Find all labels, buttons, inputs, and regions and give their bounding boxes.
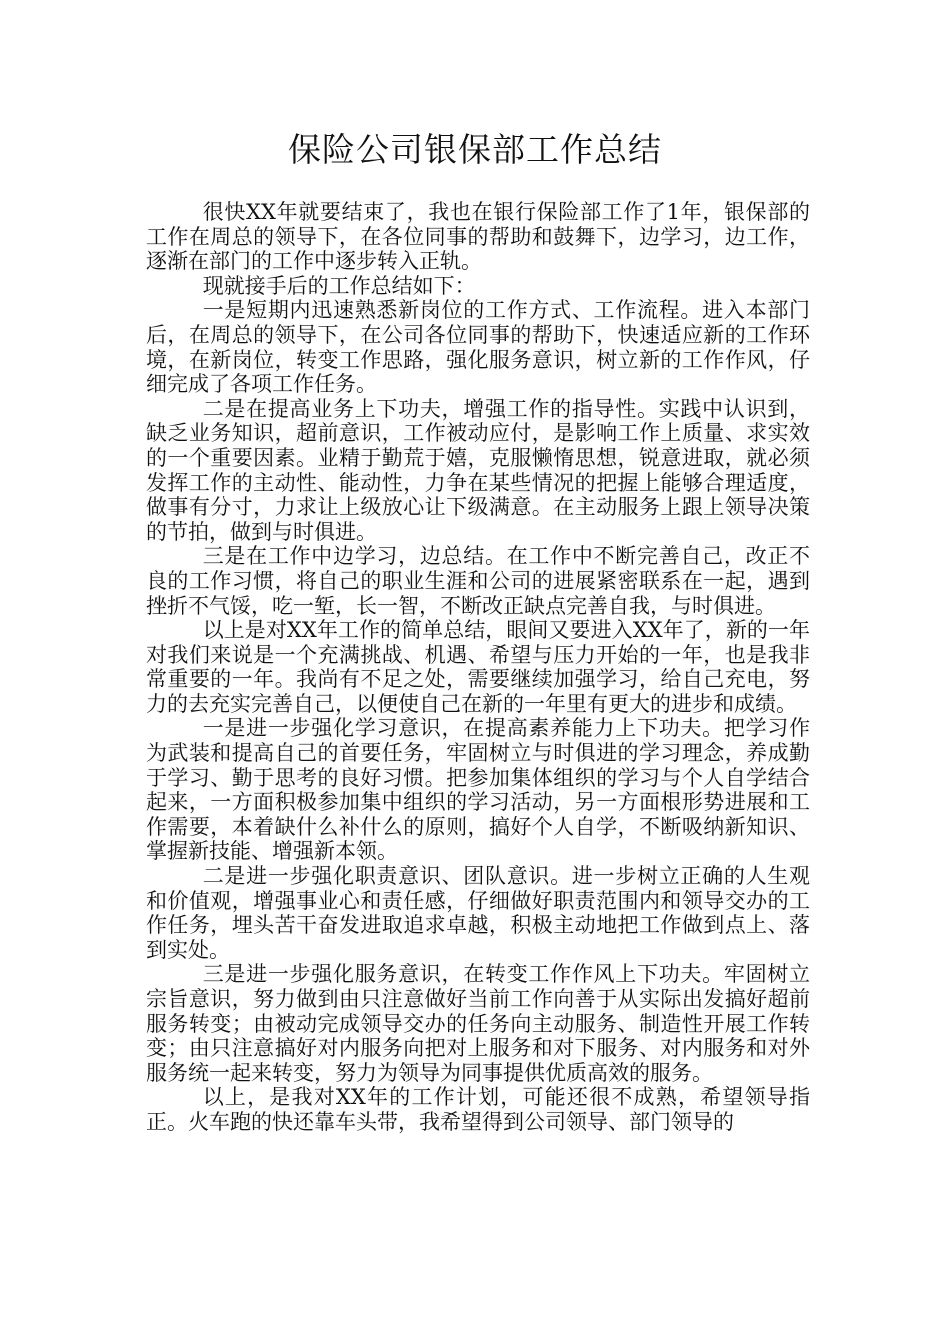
document-title: 保险公司银保部工作总结 xyxy=(288,130,662,169)
paragraph-1: 很快XX年就要结束了，我也在银行保险部工作了1年，银保部的工作在周总的领导下，在各位同事的帮助和鼓舞下，边学习，边工作，逐渐在部门的工作中逐步转入正轨。 xyxy=(146,200,810,274)
paragraph-5: 三是在工作中边学习，边总结。在工作中不断完善自己，改正不良的工作习惯，将自己的职业生涯和公司的进展紧密联系在一起，遇到挫折不气馁，吃一堑，长一智，不断改正缺点完善自我，与时俱进。 xyxy=(146,544,810,618)
paragraph-6: 以上是对XX年工作的简单总结，眼间又要进入XX年了，新的一年对我们来说是一个充满挑战、机遇、希望与压力开始的一年，也是我非常重要的一年。我尚有不足之处，需要继续加强学习，给自己充电，努力的去充实完善自己，以便使自己在新的一年里有更大的进步和成绩。 xyxy=(146,618,810,716)
paragraph-3: 一是短期内迅速熟悉新岗位的工作方式、工作流程。进入本部门后，在周总的领导下，在公司各位同事的帮助下，快速适应新的工作环境，在新岗位，转变工作思路，强化服务意识，树立新的工作作风，仔细完成了各项工作任务。 xyxy=(146,298,810,397)
paragraph-8: 二是进一步强化职责意识、团队意识。进一步树立正确的人生观和价值观，增强事业心和责任感，仔细做好职责范围内和领导交办的工作任务，埋头苦干奋发进取追求卓越，积极主动地把工作做到点上、落到实处。 xyxy=(146,864,810,962)
document-body xyxy=(146,200,810,1135)
paragraph-9: 三是进一步强化服务意识，在转变工作作风上下功夫。牢固树立宗旨意识，努力做到由只注意做好当前工作向善于从实际出发搞好超前服务转变；由被动完成领导交办的任务向主动服务、制造性开展工作转变；由只注意搞好对内服务向把对上服务和对下服务、对内服务和对外服务统一起来转变，努力为领导为同事提供优质高效的服务。 xyxy=(146,962,810,1085)
paragraph-4: 二是在提高业务上下功夫，增强工作的指导性。实践中认识到，缺乏业务知识，超前意识，工作被动应付，是影响工作上质量、求实效的一个重要因素。业精于勤荒于嬉，克服懒惰思想，锐意进取，就必须发挥工作的主动性、能动性，力争在某些情况的把握上能够合理适度，做事有分寸，力求让上级放心让下级满意。在主动服务上跟上领导决策的节拍，做到与时俱进。 xyxy=(146,396,810,544)
paragraph-2: 现就接手后的工作总结如下： xyxy=(202,273,476,298)
paragraph-7: 一是进一步强化学习意识，在提高素养能力上下功夫。把学习作为武装和提高自己的首要任务，牢固树立与时俱进的学习理念，养成勤于学习、勤于思考的良好习惯。把参加集体组织的学习与个人自学结合起来，一方面积极参加集中组织的学习活动，另一方面根形势进展和工作需要，本着缺什么补什么的原则，搞好个人自学，不断吸纳新知识、掌握新技能、增强新本领。 xyxy=(146,716,810,864)
paragraph-10: 以上，是我对XX年的工作计划，可能还很不成熟，希望领导指正。火车跑的快还靠车头带，我希望得到公司领导、部门领导的 xyxy=(146,1085,810,1134)
